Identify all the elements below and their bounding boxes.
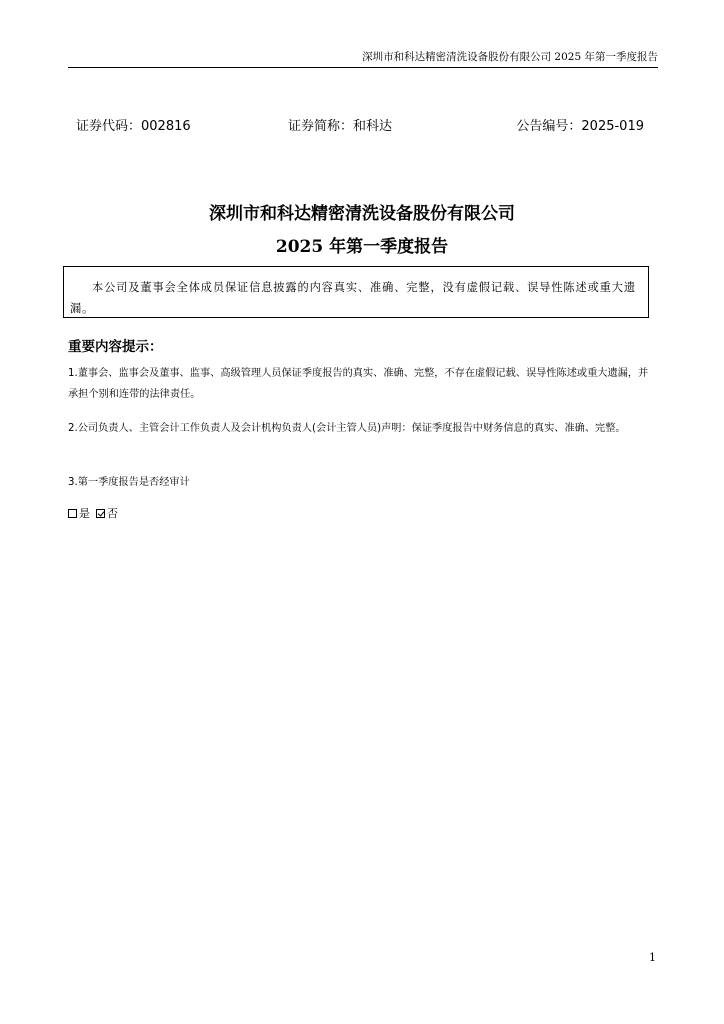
security-name: 证券简称：和科达 (288, 119, 393, 134)
audit-no-checkbox-icon[interactable] (96, 509, 105, 518)
report-title: 2025 年第一季度报告 (275, 237, 449, 257)
page-number: 1 (649, 951, 656, 964)
notice-item-1: 1.董事会、监事会及董事、监事、高级管理人员保证季度报告的真实、准确、完整，不存在虚假记载、误导性陈述或重大遗漏，并承担个别和连带的法律责任。 (68, 368, 649, 400)
security-code: 证券代码：002816 (76, 119, 191, 134)
audit-yes-checkbox-icon[interactable] (68, 509, 77, 518)
company-title: 深圳市和科达精密清洗设备股份有限公司 (209, 204, 515, 224)
audit-choice (68, 505, 122, 521)
announcement-number: 公告编号：2025-019 (516, 119, 644, 134)
notice-item-2: 2.公司负责人、主管会计工作负责人及会计机构负责人(会计主管人员)声明：保证季度报告中财务信息的真实、准确、完整。 (68, 423, 626, 434)
header-rule (68, 67, 658, 68)
section-heading: 重要内容提示： (68, 339, 163, 355)
board-statement: 本公司及董事会全体成员保证信息披露的内容真实、准确、完整，没有虚假记载、误导性陈述或重大遗漏。 (63, 266, 649, 318)
audit-no-label: 否 (107, 507, 118, 520)
audit-yes-label: 是 (79, 507, 90, 520)
running-header: 深圳市和科达精密清洗设备股份有限公司 2025 年第一季度报告 (362, 51, 658, 63)
security-info-line (76, 115, 644, 133)
notice-item-3: 3.第一季度报告是否经审计 (68, 477, 190, 488)
